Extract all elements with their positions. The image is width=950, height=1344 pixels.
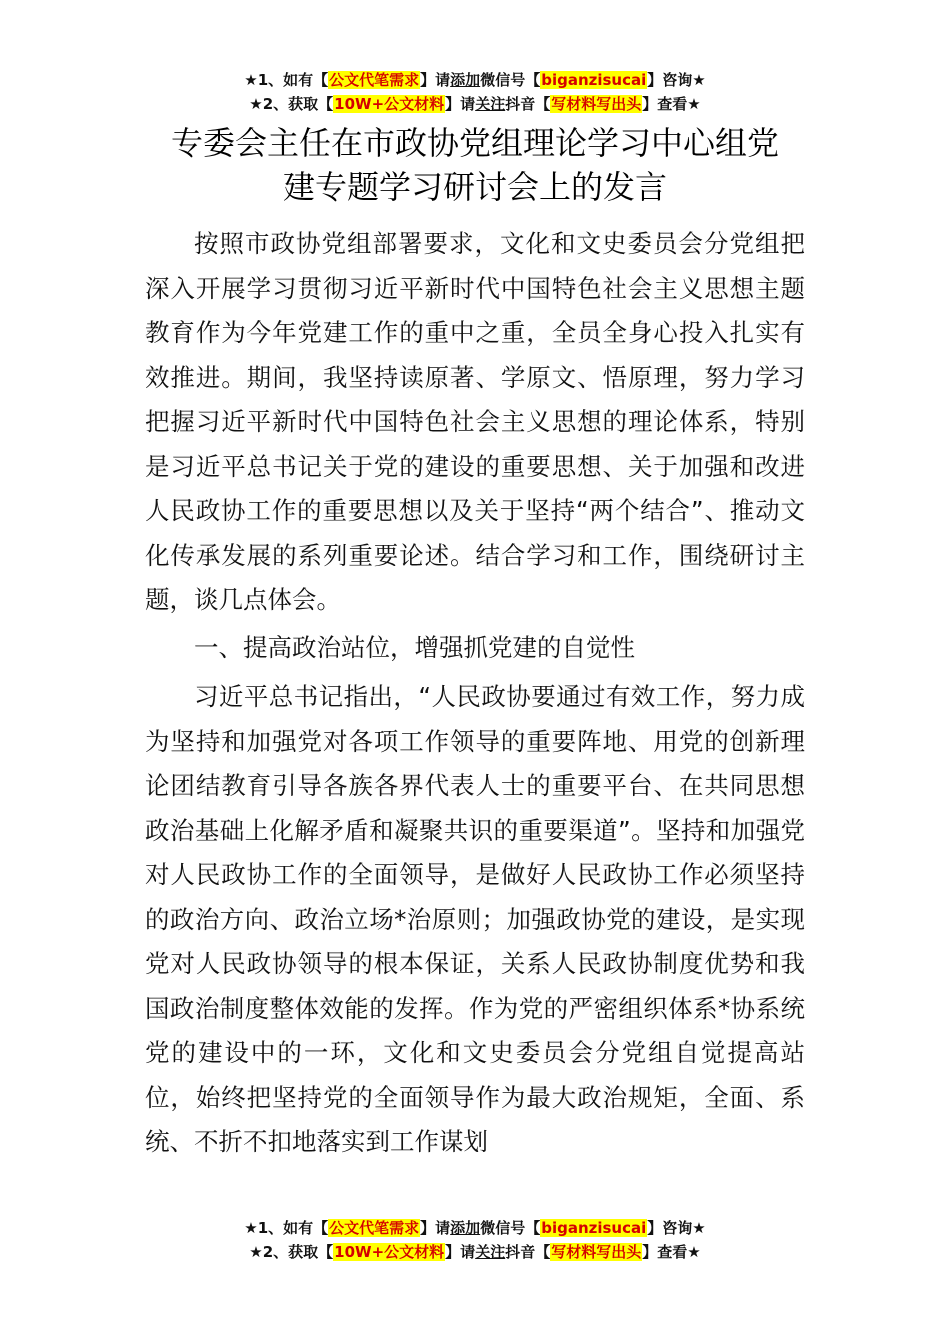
promo-text: 】请 bbox=[420, 71, 451, 89]
title-line-1: 专委会主任在市政协党组理论学习中心组党 bbox=[170, 124, 779, 162]
footer-promo-banner bbox=[0, 1216, 950, 1264]
promo-highlight-douyin: 写材料写出头 bbox=[551, 95, 642, 113]
promo-text: 】咨询 bbox=[647, 71, 693, 89]
promo-text: 】请 bbox=[445, 1243, 476, 1261]
promo-line-2 bbox=[0, 1240, 950, 1264]
promo-highlight: 公文代笔需求 bbox=[329, 1219, 420, 1237]
promo-underline: 添加 bbox=[450, 71, 481, 89]
promo-highlight: 10W+公文材料 bbox=[334, 1243, 445, 1261]
promo-text: 抖音【 bbox=[505, 95, 551, 113]
body-paragraph: 习近平总书记指出，“人民政协要通过有效工作，努力成为坚持和加强党对各项工作领导的重要阵地、用党的创新理论团结教育引导各族各界代表人士的重要平台、在共同思想政治基础上化解矛盾和凝聚共识的重要渠道”。坚持和加强党对人民政协工作的全面领导，是做好人民政协工作必须坚持的政治方向、政治立场*治原则；加强政协党的建设，是实现党对人民政协领导的根本保证，关系人民政协制度优势和我国政治制度整体效能的发挥。作为党的严密组织体系*协系统党的建设中的一环，文化和文史委员会分党组自觉提高站位，始终把坚持党的全面领导作为最大政治规矩，全面、系统、不折不扣地落实到工作谋划 bbox=[145, 682, 805, 1156]
promo-underline: 关注 bbox=[475, 1243, 506, 1261]
promo-highlight: 10W+公文材料 bbox=[334, 95, 445, 113]
promo-text: 1、如有【 bbox=[257, 71, 329, 89]
header-promo-banner bbox=[0, 68, 950, 116]
promo-highlight: 公文代笔需求 bbox=[329, 71, 420, 89]
star-icon: ★ bbox=[692, 1219, 706, 1237]
promo-text: 2、获取【 bbox=[262, 95, 334, 113]
promo-text: 】查看 bbox=[642, 95, 688, 113]
promo-text: 1、如有【 bbox=[257, 1219, 329, 1237]
star-icon: ★ bbox=[249, 1243, 263, 1261]
promo-text: 】查看 bbox=[642, 1243, 688, 1261]
star-icon: ★ bbox=[687, 1243, 701, 1261]
star-icon: ★ bbox=[249, 95, 263, 113]
promo-text: 】请 bbox=[420, 1219, 451, 1237]
body-paragraph: 按照市政协党组部署要求，文化和文史委员会分党组把深入开展学习贯彻习近平新时代中国特色社会主义思想主题教育作为今年党建工作的重中之重，全员全身心投入扎实有效推进。期间，我坚持读原著、学原文、悟原理，努力学习把握习近平新时代中国特色社会主义思想的理论体系，特别是习近平总书记关于党的建设的重要思想、关于加强和改进人民政协工作的重要思想以及关于坚持“两个结合”、推动文化传承发展的系列重要论述。结合学习和工作，围绕研讨主题，谈几点体会。 bbox=[145, 229, 805, 614]
document-body bbox=[145, 222, 805, 1165]
star-icon: ★ bbox=[692, 71, 706, 89]
promo-line-2 bbox=[0, 92, 950, 116]
section-heading: 一、提高政治站位，增强抓党建的自觉性 bbox=[194, 632, 635, 662]
document-title bbox=[145, 121, 805, 209]
promo-text: 】请 bbox=[445, 95, 476, 113]
promo-line-1 bbox=[0, 68, 950, 92]
star-icon: ★ bbox=[687, 95, 701, 113]
promo-underline: 关注 bbox=[475, 95, 506, 113]
promo-text: 2、获取【 bbox=[262, 1243, 334, 1261]
title-line-2: 建专题学习研讨会上的发言 bbox=[282, 168, 667, 206]
promo-text: 抖音【 bbox=[505, 1243, 551, 1261]
promo-underline: 添加 bbox=[450, 1219, 481, 1237]
promo-highlight-wechat-id: biganzisucai bbox=[541, 1219, 647, 1237]
promo-text: 】咨询 bbox=[647, 1219, 693, 1237]
promo-text: 微信号【 bbox=[480, 1219, 541, 1237]
promo-text: 微信号【 bbox=[480, 71, 541, 89]
promo-highlight-douyin: 写材料写出头 bbox=[551, 1243, 642, 1261]
star-icon: ★ bbox=[244, 1219, 258, 1237]
star-icon: ★ bbox=[244, 71, 258, 89]
promo-line-1 bbox=[0, 1216, 950, 1240]
promo-highlight-wechat-id: biganzisucai bbox=[541, 71, 647, 89]
